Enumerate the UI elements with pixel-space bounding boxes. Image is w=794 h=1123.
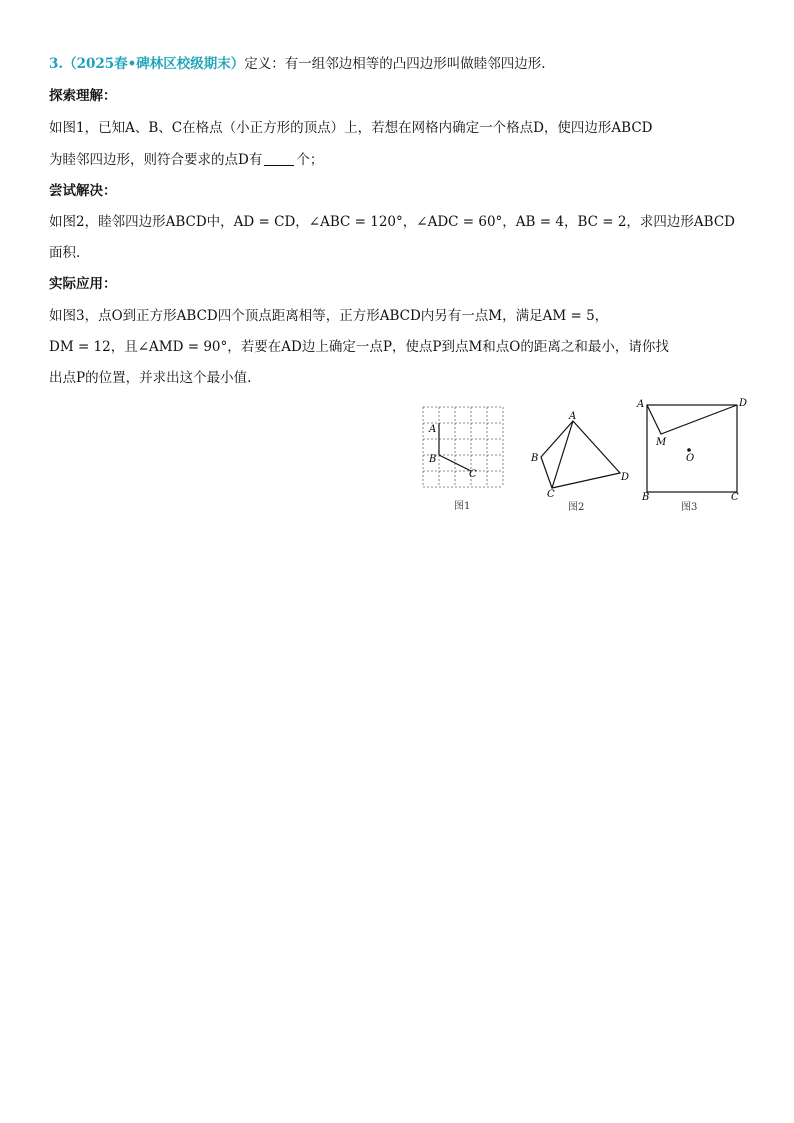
fig1-caption: 图1 [454, 501, 471, 512]
fig3-caption: 图3 [681, 502, 698, 513]
quad-ABCD [541, 421, 620, 488]
section1-title: 探索理解： [49, 88, 117, 104]
figure-1 [418, 402, 508, 512]
section2-line1: 如图2，睦邻四边形ABCD中，AD = CD，∠ABC = 120°，∠ADC = 60°，AB = 4，BC = 2，求四边形ABCD [49, 214, 736, 230]
fig1-label-C: C [469, 469, 477, 480]
fig3-label-B: B [642, 492, 650, 500]
section2-title: 尝试解决： [49, 183, 117, 199]
section1-line2 [49, 150, 323, 170]
fig3-label-D: D [739, 398, 748, 409]
diagonal-AC [552, 421, 573, 488]
fig2-label-B: B [531, 453, 539, 464]
fig2-caption: 图2 [568, 502, 585, 513]
problem-header-line [49, 54, 546, 74]
grid-lines [423, 407, 503, 487]
problem-definition: 定义：有一组邻边相等的凸四边形叫做睦邻四边形. [244, 56, 546, 72]
figure-3 [634, 394, 749, 512]
section3-line2: DM = 12，且∠AMD = 90°，若要在AD边上确定一点P，使点P到点M和点O的距离之和最小，请你找 [49, 339, 669, 355]
problem-number: 3. [49, 56, 64, 72]
figure-3-svg [634, 394, 749, 500]
fig3-label-O: O [686, 453, 695, 464]
figure-2 [525, 408, 635, 512]
section1-line1: 如图1，已知A、B、C在格点（小正方形的顶点）上，若想在网格内确定一个格点D，使四边形ABCD [49, 120, 653, 136]
fig1-label-A: A [429, 424, 437, 435]
fig1-label-B: B [429, 454, 437, 465]
segments-AM-MD [647, 405, 737, 434]
fig2-label-A: A [569, 411, 577, 422]
fig2-label-D: D [621, 472, 630, 483]
section2-line2: 面积. [49, 245, 81, 261]
square-ABCD [647, 405, 737, 492]
answer-blank [264, 151, 294, 166]
fig3-label-A: A [637, 399, 645, 410]
fig3-label-C: C [731, 492, 739, 500]
section1-line2-a: 为睦邻四边形，则符合要求的点D有 [49, 152, 263, 168]
fig3-label-M: M [656, 437, 667, 448]
figure-1-svg [418, 402, 508, 492]
section3-line3: 出点P的位置，并求出这个最小值. [49, 370, 252, 386]
section3-line1: 如图3，点O到正方形ABCD四个顶点距离相等，正方形ABCD内另有一点M，满足AM = 5， [49, 308, 609, 324]
section1-line2-b: 个； [296, 152, 324, 168]
point-O [687, 448, 691, 452]
section3-title: 实际应用： [49, 276, 117, 292]
figure-2-svg [525, 408, 635, 498]
problem-source: （2025春•碑林区校级期末） [63, 56, 245, 72]
fig2-label-C: C [547, 489, 555, 498]
